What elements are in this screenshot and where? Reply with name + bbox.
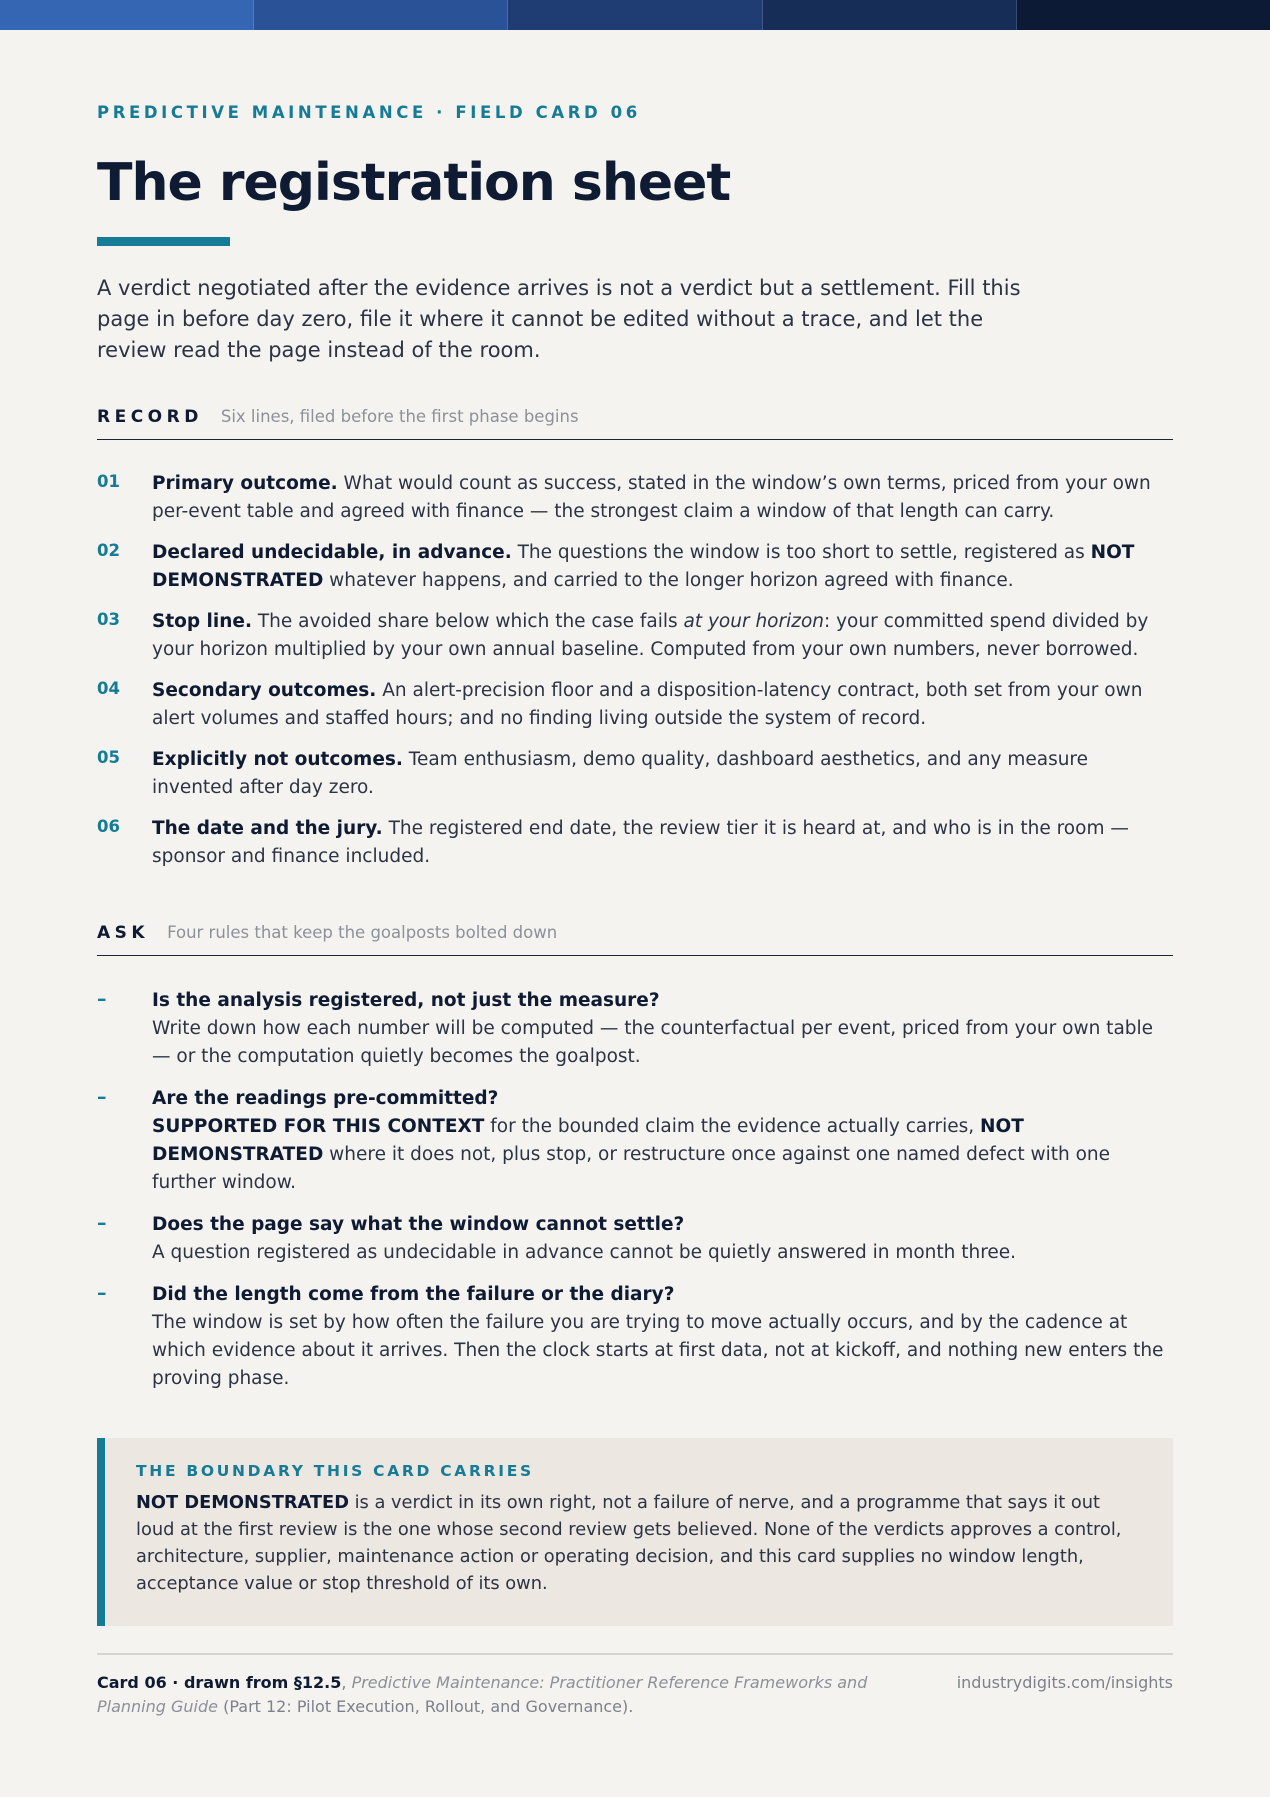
emphasis-text: NOT DEMONSTRATED	[152, 1116, 1024, 1165]
ask-section-subtitle: Four rules that keep the goalposts bolted down	[167, 923, 558, 942]
body-text: where it does not, plus stop, or restructure once against one named defect with one further window.	[152, 1144, 1111, 1193]
ask-list	[97, 987, 1173, 1407]
ask-item-text	[152, 1085, 1173, 1197]
top-bar-segment	[1017, 0, 1270, 30]
body-text: A question registered as undecidable in advance cannot be quietly answered in month three.	[152, 1242, 1017, 1263]
intro-paragraph: A verdict negotiated after the evidence arrives is not a verdict but a settlement. Fill this page in before day zero, file it where it cannot be edited without a trace, and let the review read the page instead of the room.	[97, 276, 1021, 362]
record-section-label: RECORD	[97, 406, 203, 427]
ask-item	[97, 987, 1173, 1071]
record-item-text	[152, 470, 1173, 526]
dash-marker: –	[97, 1282, 107, 1304]
body-text: is a verdict in its own right, not a failure of nerve, and a programme that says it out loud at the first review is the one whose second review gets believed. None of the verdicts approves a control, architecture, supplier, maintenance action or operating decision, and this card supplies no window length, acceptance value or stop threshold of its own.	[136, 1492, 1122, 1594]
record-item	[97, 470, 1173, 526]
top-bar-segment	[0, 0, 254, 30]
card-kicker: PREDICTIVE MAINTENANCE · FIELD CARD 06	[97, 103, 641, 122]
body-text: : your committed spend divided by your horizon multiplied by your own annual baseline. Computed from your own numbers, never borrowed.	[152, 611, 1149, 660]
record-item-text	[152, 608, 1173, 664]
ask-item	[97, 1281, 1173, 1393]
record-list	[97, 470, 1173, 884]
ask-question: Is the analysis registered, not just the measure?	[152, 990, 660, 1011]
record-item-number: 04	[97, 679, 120, 698]
footer-separator: ,	[341, 1673, 352, 1692]
record-item-number: 06	[97, 817, 120, 836]
boundary-callout	[97, 1438, 1173, 1626]
ask-item	[97, 1211, 1173, 1267]
record-item-lead: Explicitly not outcomes.	[152, 749, 403, 770]
ask-item	[97, 1085, 1173, 1197]
record-item-number: 05	[97, 748, 120, 767]
ask-item-text	[152, 1211, 1173, 1267]
emphasis-text: SUPPORTED FOR THIS CONTEXT	[152, 1116, 485, 1137]
body-text: The questions the window is too short to settle, registered as	[511, 542, 1091, 563]
record-item-number: 03	[97, 610, 120, 629]
ask-item-text	[152, 1281, 1173, 1393]
record-item	[97, 608, 1173, 664]
record-item-lead: Stop line.	[152, 611, 252, 632]
emphasis-text: NOT DEMONSTRATED	[136, 1492, 349, 1513]
body-text: for the bounded claim the evidence actually carries,	[484, 1116, 981, 1137]
record-item	[97, 815, 1173, 871]
dash-marker: –	[97, 988, 107, 1010]
body-text: What would count as success, stated in the window’s own terms, priced from your own per-event table and agreed with finance — the strongest claim a window of that length can carry.	[152, 473, 1151, 522]
title-accent-rule	[97, 237, 230, 246]
ask-question: Did the length come from the failure or the diary?	[152, 1284, 675, 1305]
top-color-bar	[0, 0, 1270, 30]
body-text: whatever happens, and carried to the longer horizon agreed with finance.	[323, 570, 1014, 591]
dash-marker: –	[97, 1086, 107, 1108]
record-item-text	[152, 815, 1173, 871]
italic-text: at your horizon	[683, 611, 824, 632]
boundary-heading: THE BOUNDARY THIS CARD CARRIES	[136, 1462, 534, 1480]
record-item	[97, 539, 1173, 595]
footer-guide-title: Predictive Maintenance: Practitioner Reference Frameworks and Planning Guide	[97, 1673, 868, 1716]
record-item-text	[152, 746, 1173, 802]
top-bar-segment	[763, 0, 1017, 30]
dash-marker: –	[97, 1212, 107, 1234]
emphasis-text: NOT DEMONSTRATED	[152, 542, 1135, 591]
record-item-number: 02	[97, 541, 120, 560]
footer-url[interactable]: industrydigits.com/insights	[956, 1673, 1173, 1692]
footer-guide-part: (Part 12: Pilot Execution, Rollout, and Governance).	[218, 1697, 634, 1716]
top-bar-segment	[254, 0, 508, 30]
record-item	[97, 746, 1173, 802]
boundary-text	[136, 1489, 1143, 1597]
record-item-lead: Declared undecidable, in advance.	[152, 542, 512, 563]
footer-source	[97, 1671, 937, 1719]
record-item-lead: Primary outcome.	[152, 473, 338, 494]
body-text: An alert-precision floor and a disposition-latency contract, both set from your own alert volumes and staffed hours; and no finding living outside the system of record.	[152, 680, 1143, 729]
record-item-text	[152, 539, 1173, 595]
footer-card-ref: Card 06 · drawn from §12.5	[97, 1673, 342, 1692]
record-item-text	[152, 677, 1173, 733]
record-item-number: 01	[97, 472, 120, 491]
body-text: Write down how each number will be computed — the counterfactual per event, priced from your own table — or the computation quietly becomes the goalpost.	[152, 1018, 1154, 1067]
ask-section-label: ASK	[97, 922, 150, 943]
footer-divider	[97, 1653, 1173, 1655]
record-item	[97, 677, 1173, 733]
ask-question: Does the page say what the window cannot settle?	[152, 1214, 685, 1235]
body-text: The registered end date, the review tier it is heard at, and who is in the room — sponsor and finance included.	[152, 818, 1129, 867]
record-item-lead: The date and the jury.	[152, 818, 383, 839]
body-text: The avoided share below which the case fails	[252, 611, 684, 632]
ask-item-text	[152, 987, 1173, 1071]
record-section-subtitle: Six lines, filed before the first phase begins	[220, 407, 579, 426]
body-text: Team enthusiasm, demo quality, dashboard aesthetics, and any measure invented after day zero.	[152, 749, 1089, 798]
record-item-lead: Secondary outcomes.	[152, 680, 377, 701]
record-section-header	[97, 400, 1173, 440]
ask-section-header	[97, 916, 1173, 956]
page-title: The registration sheet	[97, 153, 731, 213]
ask-question: Are the readings pre-committed?	[152, 1088, 499, 1109]
body-text: The window is set by how often the failure you are trying to move actually occurs, and by the cadence at which evidence about it arrives. Then the clock starts at first data, not at kickoff, and nothing new enters the proving phase.	[152, 1312, 1164, 1389]
top-bar-segment	[508, 0, 762, 30]
